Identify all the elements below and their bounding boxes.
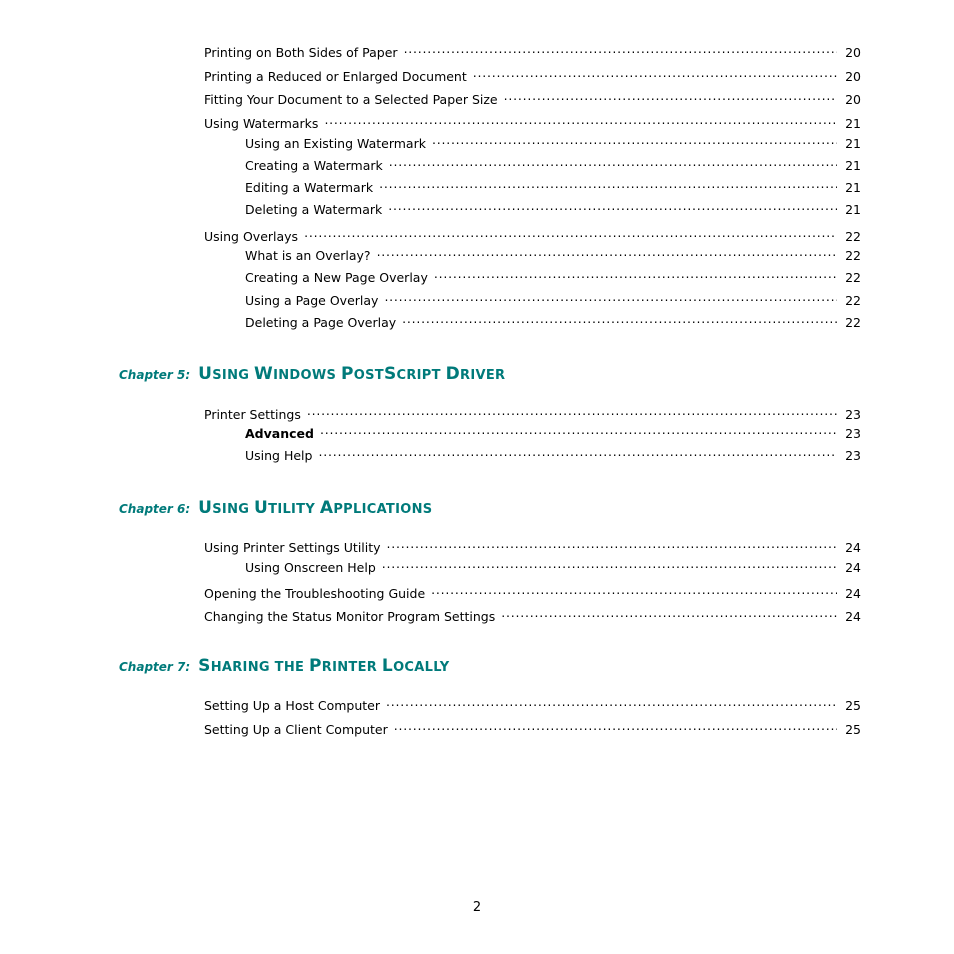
dot-leader	[431, 581, 837, 598]
toc-entry	[204, 224, 861, 244]
dot-leader	[384, 288, 837, 305]
toc-entry-title: Using a Page Overlay	[245, 293, 379, 308]
toc-entry-page: 21	[845, 180, 861, 195]
toc-entry-title: Printer Settings	[204, 407, 301, 422]
toc-entry-title: Deleting a Watermark	[245, 202, 383, 217]
toc-entry	[204, 581, 861, 601]
toc-entry-title: Printing a Reduced or Enlarged Document	[204, 69, 467, 84]
dot-leader	[318, 443, 837, 460]
toc-entry-title: Creating a Watermark	[245, 158, 383, 173]
toc-entry-title: Fitting Your Document to a Selected Paper Size	[204, 92, 498, 107]
toc-entry-page: 25	[845, 698, 861, 713]
chapter-heading	[119, 656, 449, 680]
dot-leader	[434, 265, 837, 282]
toc-entry-page: 20	[845, 45, 861, 60]
chapter-title: USING UTILITY APPLICATIONS	[198, 498, 433, 518]
toc-entry-title: Opening the Troubleshooting Guide	[204, 586, 426, 601]
dot-leader	[504, 87, 837, 104]
toc-entry-page: 21	[845, 202, 861, 217]
toc-entry	[204, 402, 861, 422]
toc-subentry	[245, 310, 861, 330]
toc-entry-title: Advanced	[245, 426, 314, 441]
toc-entry-page: 20	[845, 92, 861, 107]
toc-entry-title: Using Onscreen Help	[245, 560, 376, 575]
dot-leader	[394, 717, 837, 734]
chapter-heading	[119, 498, 432, 522]
toc-subentry	[245, 131, 861, 151]
toc-entry-page: 22	[845, 293, 861, 308]
page-number: 2	[472, 900, 482, 915]
toc-entry-page: 21	[845, 136, 861, 151]
dot-leader	[473, 64, 837, 81]
dot-leader	[382, 555, 837, 572]
dot-leader	[501, 604, 837, 621]
toc-subentry	[245, 421, 861, 441]
toc-entry-page: 22	[845, 270, 861, 285]
toc-entry-page: 24	[845, 540, 861, 555]
toc-entry	[204, 535, 861, 555]
toc-subentry	[245, 555, 861, 575]
dot-leader	[324, 111, 837, 128]
toc-entry-title: Using an Existing Watermark	[245, 136, 426, 151]
toc-entry-title: Using Help	[245, 448, 313, 463]
toc-entry-page: 22	[845, 229, 861, 244]
dot-leader	[404, 40, 837, 57]
toc-entry-title: Printing on Both Sides of Paper	[204, 45, 398, 60]
dot-leader	[304, 224, 837, 241]
toc-subentry	[245, 265, 861, 285]
toc-entry-title: Deleting a Page Overlay	[245, 315, 397, 330]
toc-entry-page: 24	[845, 586, 861, 601]
toc-entry	[204, 693, 861, 713]
dot-leader	[377, 243, 837, 260]
toc-subentry	[245, 153, 861, 173]
toc-entry-title: Creating a New Page Overlay	[245, 270, 428, 285]
toc-entry-page: 22	[845, 315, 861, 330]
toc-entry-page: 20	[845, 69, 861, 84]
toc-entry-title: What is an Overlay?	[245, 248, 371, 263]
toc-entry	[204, 717, 861, 737]
toc-entry	[204, 604, 861, 624]
toc-entry-title: Setting Up a Client Computer	[204, 722, 388, 737]
toc-subentry	[245, 288, 861, 308]
toc-subentry	[245, 175, 861, 195]
toc-entry-title: Editing a Watermark	[245, 180, 374, 195]
dot-leader	[387, 535, 837, 552]
toc-entry-page: 24	[845, 609, 861, 624]
chapter-title: SHARING THE PRINTER LOCALLY	[198, 656, 450, 676]
dot-leader	[386, 693, 837, 710]
toc-entry	[204, 40, 861, 60]
toc-entry	[204, 64, 861, 84]
dot-leader	[389, 153, 837, 170]
toc-entry	[204, 111, 861, 131]
toc-entry-page: 23	[845, 407, 861, 422]
toc-entry-title: Changing the Status Monitor Program Settings	[204, 609, 496, 624]
toc-entry-page: 22	[845, 248, 861, 263]
toc-entry-page: 21	[845, 116, 861, 131]
chapter-label: Chapter 5:	[119, 368, 191, 382]
toc-entry-title: Using Printer Settings Utility	[204, 540, 381, 555]
chapter-label: Chapter 6:	[119, 502, 191, 516]
dot-leader	[307, 402, 837, 419]
dot-leader	[320, 421, 837, 438]
dot-leader	[388, 197, 837, 214]
toc-entry-title: Using Overlays	[204, 229, 299, 244]
toc-entry-page: 23	[845, 426, 861, 441]
toc-subentry	[245, 243, 861, 263]
chapter-title: USING WINDOWS POSTSCRIPT DRIVER	[198, 364, 506, 384]
toc-entry-page: 23	[845, 448, 861, 463]
chapter-heading	[119, 364, 505, 388]
toc-subentry	[245, 443, 861, 463]
toc-entry-page: 21	[845, 158, 861, 173]
toc-entry-page: 24	[845, 560, 861, 575]
dot-leader	[379, 175, 837, 192]
toc-entry	[204, 87, 861, 107]
toc-entry-title: Setting Up a Host Computer	[204, 698, 380, 713]
toc-subentry	[245, 197, 861, 217]
toc-entry-page: 25	[845, 722, 861, 737]
dot-leader	[432, 131, 837, 148]
dot-leader	[402, 310, 837, 327]
chapter-label: Chapter 7:	[119, 660, 191, 674]
toc-entry-title: Using Watermarks	[204, 116, 319, 131]
